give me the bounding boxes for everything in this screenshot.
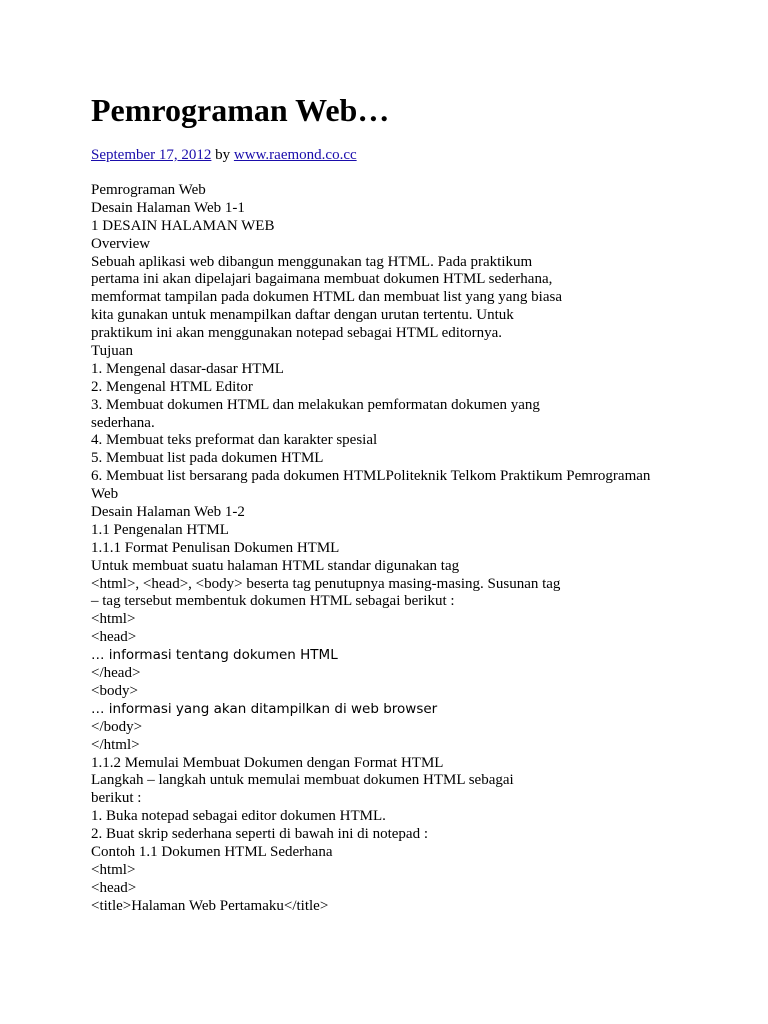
post-author-link[interactable]: www.raemond.co.cc bbox=[233, 147, 357, 163]
body-line: 6. Membuat list bersarang pada dokumen HTMLPoliteknik Telkom Praktikum Pemrograman bbox=[91, 468, 651, 485]
body-line: Contoh 1.1 Dokumen HTML Sederhana bbox=[91, 843, 333, 860]
body-line: 2. Buat skrip sederhana seperti di bawah ini di notepad : bbox=[91, 826, 428, 843]
post-by-label: by bbox=[215, 147, 231, 163]
body-line: <html> bbox=[91, 611, 136, 628]
post-body bbox=[91, 182, 761, 916]
body-line: memformat tampilan pada dokumen HTML dan membuat list yang yang biasa bbox=[91, 289, 562, 306]
body-line: </html> bbox=[91, 736, 140, 753]
body-line: Untuk membuat suatu halaman HTML standar digunakan tag bbox=[91, 557, 460, 574]
body-line: 1.1.1 Format Penulisan Dokumen HTML bbox=[91, 539, 340, 556]
body-line: sederhana. bbox=[91, 414, 155, 431]
body-line: <title>Halaman Web Pertamaku</title> bbox=[91, 897, 329, 914]
body-line: Desain Halaman Web 1-2 bbox=[91, 504, 245, 521]
body-line: </head> bbox=[91, 665, 141, 682]
body-line: 5. Membuat list pada dokumen HTML bbox=[91, 450, 324, 467]
body-line: berikut : bbox=[91, 790, 142, 807]
body-line: 1. Mengenal dasar-dasar HTML bbox=[91, 360, 284, 377]
body-line: Web bbox=[91, 486, 119, 503]
body-line: Tujuan bbox=[91, 343, 133, 360]
body-line: kita gunakan untuk menampilkan daftar dengan urutan tertentu. Untuk bbox=[91, 307, 514, 324]
body-line: <html> bbox=[91, 861, 136, 878]
body-line: … informasi yang akan ditampilkan di web browser bbox=[91, 700, 438, 717]
post-meta bbox=[91, 146, 357, 164]
body-line: <head> bbox=[91, 629, 137, 646]
body-line: </body> bbox=[91, 718, 143, 735]
body-line: Overview bbox=[91, 235, 151, 252]
body-line: Pemrograman Web bbox=[91, 182, 206, 198]
body-line: 1. Buka notepad sebagai editor dokumen HTML. bbox=[91, 808, 386, 825]
body-line: 4. Membuat teks preformat dan karakter spesial bbox=[91, 432, 378, 449]
body-line: <head> bbox=[91, 879, 137, 896]
body-line: 1 DESAIN HALAMAN WEB bbox=[91, 217, 275, 234]
body-line: Langkah – langkah untuk memulai membuat dokumen HTML sebagai bbox=[91, 772, 514, 789]
post-title: Pemrograman Web… bbox=[91, 92, 390, 128]
body-line: Sebuah aplikasi web dibangun menggunakan tag HTML. Pada praktikum bbox=[91, 253, 533, 270]
body-line: 1.1.2 Memulai Membuat Dokumen dengan Format HTML bbox=[91, 754, 444, 771]
body-line: 1.1 Pengenalan HTML bbox=[91, 521, 229, 538]
post-date-link[interactable]: September 17, 2012 bbox=[91, 147, 212, 163]
body-line: … informasi tentang dokumen HTML bbox=[91, 647, 338, 664]
body-line: <html>, <head>, <body> beserta tag penutupnya masing-masing. Susunan tag bbox=[91, 575, 561, 592]
body-line: <body> bbox=[91, 682, 138, 699]
body-line: praktikum ini akan menggunakan notepad sebagai HTML editornya. bbox=[91, 325, 502, 342]
body-line: pertama ini akan dipelajari bagaimana membuat dokumen HTML sederhana, bbox=[91, 271, 553, 288]
body-line: Desain Halaman Web 1-1 bbox=[91, 199, 245, 216]
body-line: 3. Membuat dokumen HTML dan melakukan pemformatan dokumen yang bbox=[91, 396, 540, 413]
body-line: 2. Mengenal HTML Editor bbox=[91, 378, 253, 395]
body-line: – tag tersebut membentuk dokumen HTML sebagai berikut : bbox=[91, 593, 455, 610]
